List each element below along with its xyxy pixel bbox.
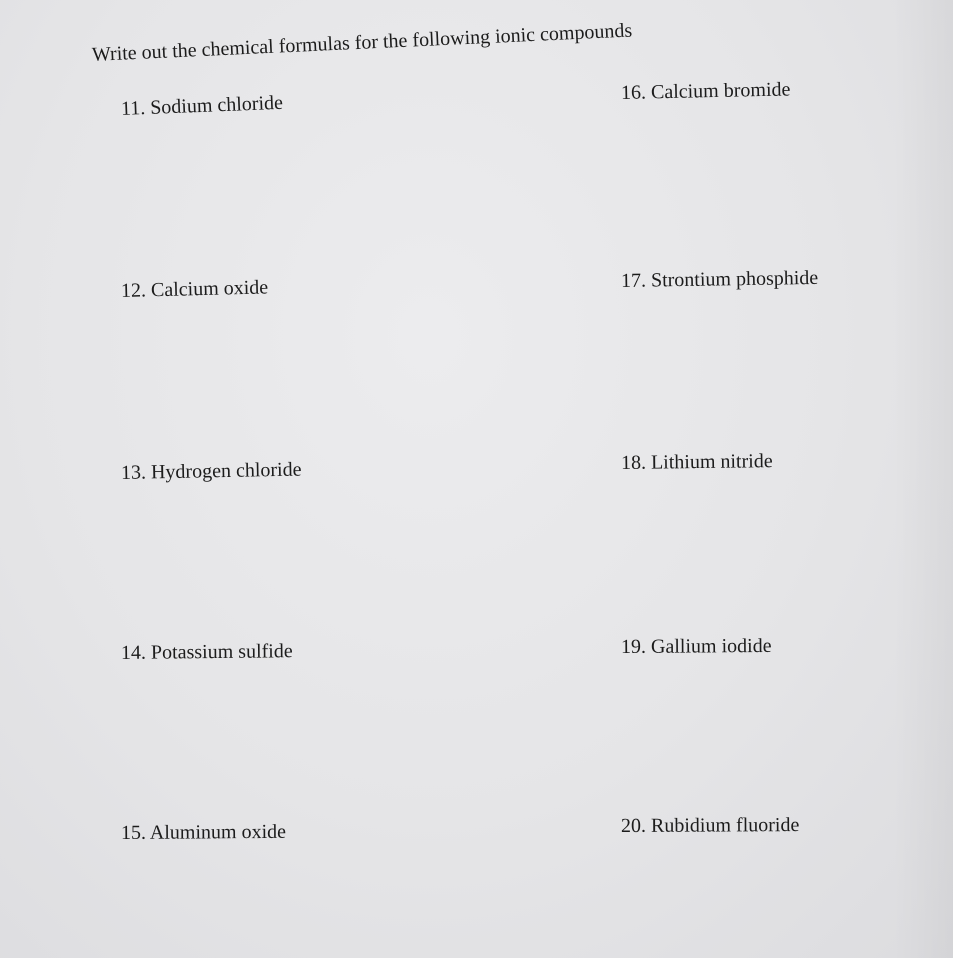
question-11: 11. Sodium chloride <box>120 91 284 120</box>
question-12: 12. Calcium oxide <box>120 276 269 302</box>
worksheet-instructions: Write out the chemical formulas for the following ionic compounds <box>91 19 633 66</box>
question-19: 19. Gallium iodide <box>620 634 772 658</box>
question-20: 20. Rubidium fluoride <box>620 814 800 837</box>
question-13: 13. Hydrogen chloride <box>120 458 302 484</box>
question-14: 14. Potassium sulfide <box>120 640 293 664</box>
page-shadow <box>893 0 953 958</box>
question-17: 17. Strontium phosphide <box>620 266 819 292</box>
question-15: 15. Aluminum oxide <box>120 820 287 844</box>
question-16: 16. Calcium bromide <box>620 78 791 104</box>
question-18: 18. Lithium nitride <box>620 450 773 474</box>
